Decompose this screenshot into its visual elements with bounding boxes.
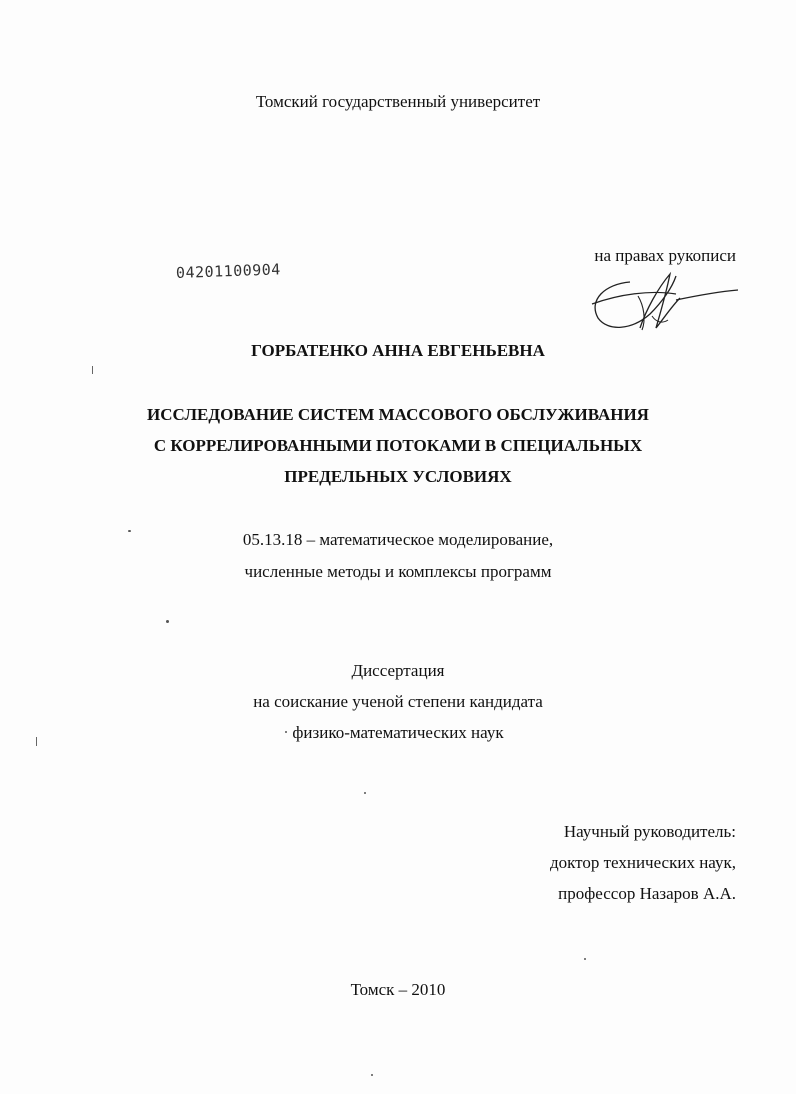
handwritten-signature [580,270,740,335]
thesis-title-line-3: ПРЕДЕЛЬНЫХ УСЛОВИЯХ [284,467,512,486]
scan-speck [128,530,131,532]
scan-mark [92,366,93,374]
thesis-title-line-1: ИССЛЕДОВАНИЕ СИСТЕМ МАССОВОГО ОБСЛУЖИВАНИЯ [147,405,649,424]
supervisor-label: Научный руководитель: [563,822,736,841]
specialty-line-2: численные методы и комплексы программ [244,562,552,581]
scan-speck [584,958,586,960]
scan-speck [285,731,287,733]
thesis-title-line-2: С КОРРЕЛИРОВАННЫМИ ПОТОКАМИ В СПЕЦИАЛЬНЫХ [153,436,643,455]
manuscript-rights-note: на правах рукописи [594,246,736,265]
degree-line-2: на соискание ученой степени кандидата [253,692,543,711]
scan-speck [364,792,366,794]
archive-number-stamp: 04201100904 [175,260,282,282]
supervisor-degree: доктор технических наук, [549,853,736,872]
scan-speck [371,1074,373,1076]
degree-line-3: физико-математических наук [292,723,504,742]
university-name: Томский государственный университет [255,92,541,111]
place-and-year: Томск – 2010 [350,980,446,999]
author-name: ГОРБАТЕНКО АННА ЕВГЕНЬЕВНА [251,341,545,360]
scan-speck [166,620,169,623]
supervisor-name: профессор Назаров А.А. [558,884,736,903]
degree-line-1: Диссертация [351,661,445,680]
scan-mark [36,737,37,746]
specialty-line-1: 05.13.18 – математическое моделирование, [242,530,554,549]
